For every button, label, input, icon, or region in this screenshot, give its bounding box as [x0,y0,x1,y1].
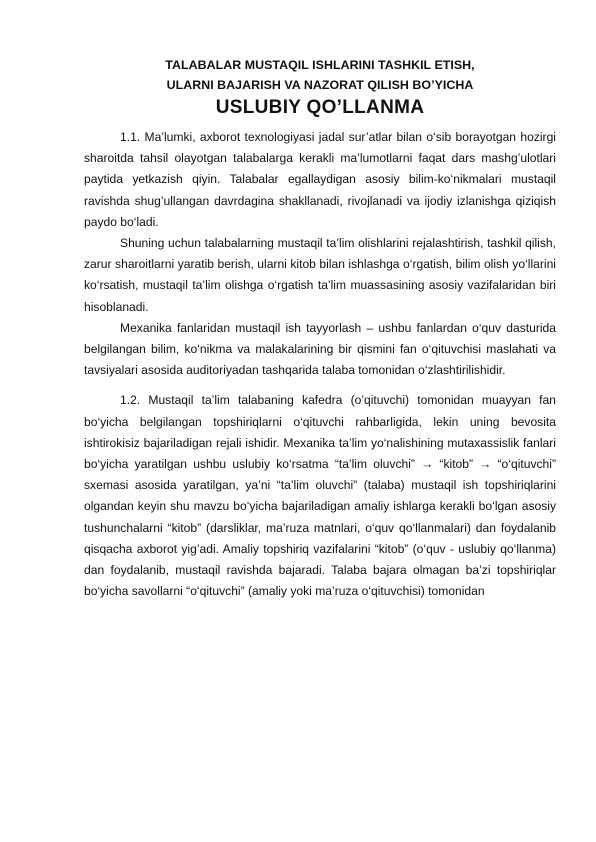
paragraph-mechanics: Mexanika fanlaridan mustaqil ish tayyorlash – ushbu fanlardan o‘quv dasturida belgilangan bilim, ko‘nikma va malakalarining bir qismini fan o‘qituvchisi maslahati va tavsiyalari asosida auditoriyadan tashqarida talaba tomonidan o‘zlashtirilishidir. [84,320,556,378]
paragraph-1-1: 1.1. Ma’lumki, axborot texnologiyasi jadal sur’atlar bilan o‘sib borayotgan hozirgi sharoitda tahsil olayotgan talabalarga kerakli ma’lumotlarni faqat dars mashg’ulotlari paytida yetkazish qiyin. Talabalar egallaydigan asosiy bilim-ko‘nikmalari mustaqil ravishda shug’ullangan davrdagina shakllanadi, rivojlanadi va ijodiy izlanishga qiziqish paydo bo‘ladi. [84,130,556,229]
paragraph-1-2: 1.2. Mustaqil ta’lim talabaning kafedra (o’qituvchi) tomonidan muayyan fan bo‘yicha belgilangan topshiriqlarni o‘qituvchi rahbarligida, lekin uning bevosita ishtirokisiz bajariladigan rejali ishidir. Mexanika ta’lim yo‘nalishining mutaxassislik fanlari bo‘yicha yaratilgan ushbu uslubiy ko‘rsatma “ta’lim oluvchi” → “kitob” → “o‘qituvchi” sxemasi asosida yaratilgan, ya’ni “ta’lim oluvchi” (talaba) mustaqil ish topshiriqlarini olgandan keyin shu mavzu bo‘yicha bajariladigan amaliy ishlarga kerakli bo‘lgan asosiy tushunchalarni “kitob” (darsliklar, ma’ruza matnlari, o‘quv qo‘llanmalari) dan foydalanib qisqacha axborot yig’adi. Amaliy topshiriq vazifalarini “kitob” (o‘quv - uslubiy qo‘llanma) dan foydalanib, mustaqil ravishda bajaradi. Talaba bajara olmagan ba’zi topshiriqlar bo‘yicha savollarni “o‘qituvchi” (amaliy yoki ma’ruza o‘qituvchisi) tomonidan [84,393,556,599]
paragraph-planning: Shuning uchun talabalarning mustaqil ta’lim olishlarini rejalashtirish, tashkil qilish, zarur sharoitlarni yaratib berish, ularni kitob bilan ishlashga o‘rgatish, bilim olish yo‘llarini ko‘rsatish, mustaqil ta’lim olishga o‘rgatish ta’lim muassasining asosiy vazifalaridan biri hisoblanadi. [84,236,556,314]
heading-line-2: ULARNI BAJARISH VA NAZORAT QILISH BO’YICHA [166,78,474,92]
document-page [84,55,556,602]
heading-line-1: TALABALAR MUSTAQIL ISHLARINI TASHKIL ETISH, [165,58,475,72]
document-title: USLUBIY QO’LLANMA [215,97,425,118]
